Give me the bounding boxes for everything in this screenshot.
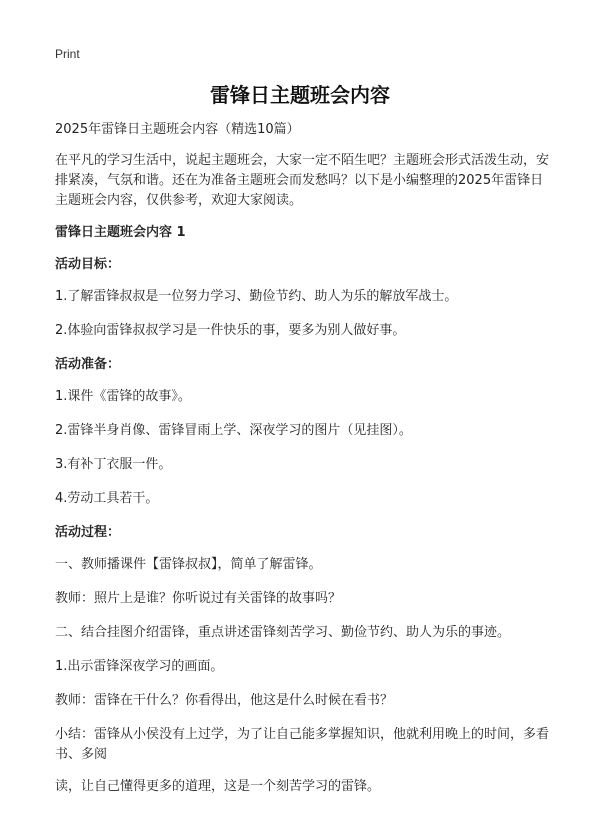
- process-item: 一、教师播课件【雷锋叔叔】，简单了解雷锋。: [55, 557, 322, 572]
- prep-item: 2.雷锋半身肖像、雷锋冒雨上学、深夜学习的图片（见挂图）。: [55, 423, 412, 438]
- article-body: [55, 120, 550, 809]
- prep-item: 4.劳动工具若干。: [55, 491, 159, 506]
- process-item: 教师：雷锋在干什么？你看得出，他这是什么时候在看书？: [55, 693, 394, 708]
- intro-paragraph: 在平凡的学习生活中，说起主题班会，大家一定不陌生吧？主题班会形式活泼生动，安排紧凑，气氛和谐。还在为准备主题班会而发愁吗？以下是小编整理的2025年雷锋日主题班会内容，仅供参考，欢迎大家阅读。: [55, 153, 550, 208]
- prep-heading: 活动准备：: [55, 357, 121, 372]
- print-link[interactable]: Print: [55, 47, 80, 61]
- process-item: 1.出示雷锋深夜学习的画面。: [55, 659, 224, 674]
- process-item: 教师：照片上是谁？你听说过有关雷锋的故事吗？: [55, 591, 342, 606]
- section-title: 雷锋日主题班会内容 1: [55, 225, 186, 240]
- page-title: 雷锋日主题班会内容: [210, 83, 390, 107]
- goal-item: 2.体验向雷锋叔叔学习是一件快乐的事，要多为别人做好事。: [55, 323, 406, 338]
- process-heading: 活动过程：: [55, 525, 121, 540]
- goals-heading: 活动目标：: [55, 257, 121, 272]
- prep-item: 1.课件《雷锋的故事》。: [55, 389, 191, 404]
- process-item: 读，让自己懂得更多的道理，这是一个刻苦学习的雷锋。: [55, 779, 381, 794]
- process-item: 二、结合挂图介绍雷锋，重点讲述雷锋刻苦学习、勤俭节约、助人为乐的事迹。: [55, 625, 511, 640]
- goal-item: 1.了解雷锋叔叔是一位努力学习、勤俭节约、助人为乐的解放军战士。: [55, 289, 458, 304]
- article-subtitle: 2025年雷锋日主题班会内容（精选10篇）: [55, 122, 300, 137]
- process-item: 小结：雷锋从小侯没有上过学，为了让自己能多掌握知识，他就利用晚上的时间，多看书、多阅: [55, 727, 550, 762]
- prep-item: 3.有补丁衣服一件。: [55, 457, 172, 472]
